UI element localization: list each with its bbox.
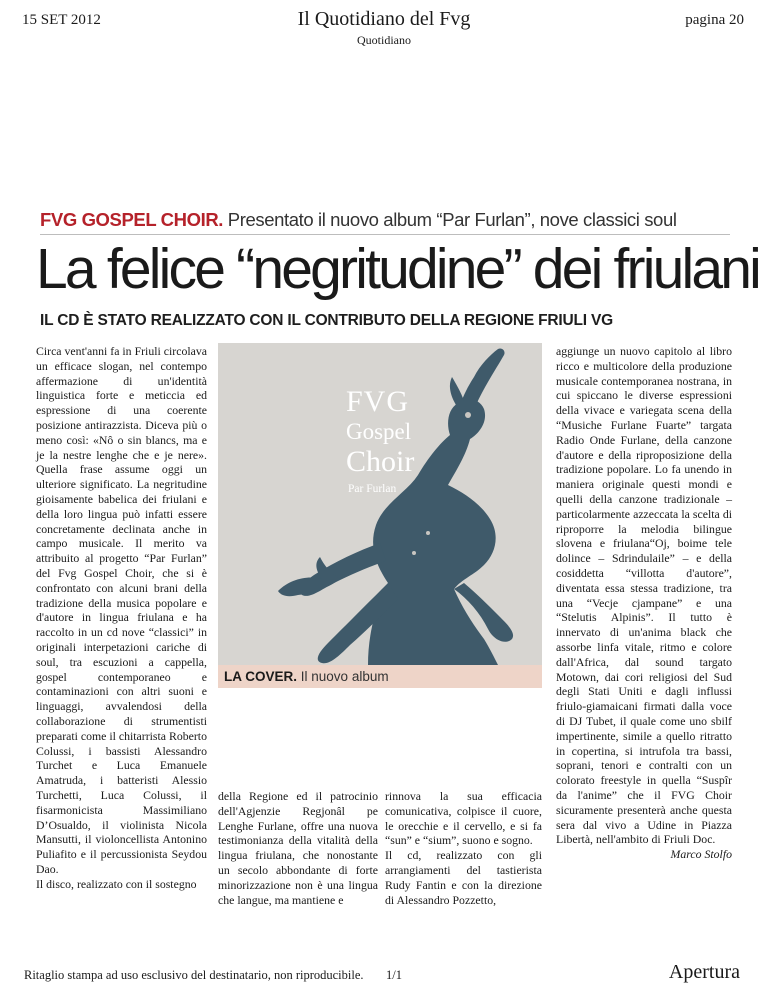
paragraph: Il disco, realizzato con il sostegno <box>36 876 197 891</box>
paragraph: Il cd, realizzato con gli arrangiamenti del tastierista Rudy Fantin e con la direzione di Alessandro Pozzetto, <box>385 848 542 907</box>
paragraph: aggiunge un nuovo capitolo al libro ricco e multicolore della produzione musicale contemporanea nostrana, in cui spiccano le diverse espressioni della vivace e variegata scena della “Musiche Furlane Fuarte” targata Radio Onde Furlane, della canzone d'autore e della riproposizione della tradizione popolare. Lo fa unendo in maniera originale questi mondi e quelli della canzone tradizionale – particolarmente azzeccata la scelta di riproporre la melodia bilingue slovena e friulana“Oj, boime tele dolince – Sdrindulaile” – e della cosiddetta “villotta d'autore”, diventata essa stessa tradizione, tra una “Vecje cjampane” e una “Stelutis Alpinis”. Il tutto è innervato di un'anima black che assorbe linfa vitale, ritmo e colore dall'Africa, dal sound targato Motown, dai cori religiosi del Sud degli Stati Uniti e dagli influssi friulo-giamaicani firmati dalla voce di DJ Tubet, il quale come uno sbilf impertinente, simile a quello ritratto in copertina, si intrufola tra bassi, soprani, tenori e contralti con un colorato freestyle in quella “Suspîr da l'anime” che il FVG Choir sicuramente presenterà anche questa sera dal vivo a Udine in Piazza Libertà, nell'ambito di Friuli Doc. <box>556 344 732 847</box>
page-count: 1/1 <box>386 968 402 982</box>
article-column-2 <box>218 789 378 907</box>
author-signature: Marco Stolfo <box>670 847 732 862</box>
album-cover-image <box>218 343 542 665</box>
article-column-1 <box>36 344 207 891</box>
article-position-label: Apertura <box>668 961 740 983</box>
cover-title-line: Gospel <box>346 419 412 444</box>
kicker-divider <box>40 234 730 235</box>
paragraph: della Regione ed il patrocinio dell'Agjenzie Regjonâl pe Lenghe Furlane, offre una nuova testimonianza della vitalità della lingua friulana, che nonostante un secolo abbondante di forte minorizzazione non è una lingua che langue, ma mantiene e <box>218 789 378 907</box>
article-column-3 <box>385 789 542 907</box>
article-column-4 <box>556 344 732 862</box>
caption-label: LA COVER. <box>224 669 298 684</box>
cover-album-name: Par Furlan <box>348 483 397 495</box>
article-subheadline: IL CD È STATO REALIZZATO CON IL CONTRIBUTO DELLA REGIONE FRIULI VG <box>40 312 613 329</box>
copyright-notice: Ritaglio stampa ad uso esclusivo del destinatario, non riproducibile. <box>24 968 364 982</box>
article-kicker <box>40 209 677 231</box>
newspaper-name: Il Quotidiano del Fvg <box>297 8 471 30</box>
page-number: pagina 20 <box>685 12 744 28</box>
newspaper-section: Quotidiano <box>357 33 411 47</box>
paragraph: Circa vent'anni fa in Friuli circolava un efficace slogan, nel contempo affermazione di un'identità linguistica forte e meticcia ed espressione di una coerente posizione antirazzista. Diceva più o meno così: «Nô o sin blancs, ma e je la nestre lenghe che e je nere». Quella frase assume oggi un ulteriore significato. La negritudine gioisamente babelica dei friulani e della loro lingua può infatti essere concretamente declinata anche in campo musicale. Il merito va attribuito al progetto “Par Furlan” del Fvg Gospel Choir, che si è confrontato con alcuni brani della tradizione della musica popolare e d'autore in lingua friulana e ha raccolto in un cd nove “classici” in originali interpetazioni cariche di soul, tra escuzioni a cappella, gospel contemporaneo e contaminazioni con altri suoni e linguaggi, avvalendosi della collaborazione di strumentisti preparati come il chitarrista Roberto Colussi, i bassisti Alessandro Turchet e Luca Emanuele Amatruda, i batteristi Alessio Turchetti, Luca Colussi, il fisarmonicista Massimiliano D’Osualdo, il violinista Nicola Mansutti, il violoncellista Antonino Puliafito e il percussionista Seydou Dao. <box>36 344 207 876</box>
clipping-date: 15 SET 2012 <box>22 12 101 28</box>
cover-title-line: Choir <box>346 445 415 478</box>
article-headline: La felice “negritudine” dei friulani <box>36 237 760 301</box>
image-caption <box>218 665 542 688</box>
kicker-label: FVG GOSPEL CHOIR. <box>40 209 224 230</box>
cover-title-line: FVG <box>346 385 410 418</box>
paragraph: rinnova la sua efficacia comunicativa, colpisce il cuore, le orecchie e il cervello, e si fa “sun” e “sium”, suono e sogno. <box>385 789 542 848</box>
kicker-text: Presentato il nuovo album “Par Furlan”, nove classici soul <box>227 209 677 230</box>
caption-text: Il nuovo album <box>300 669 389 684</box>
